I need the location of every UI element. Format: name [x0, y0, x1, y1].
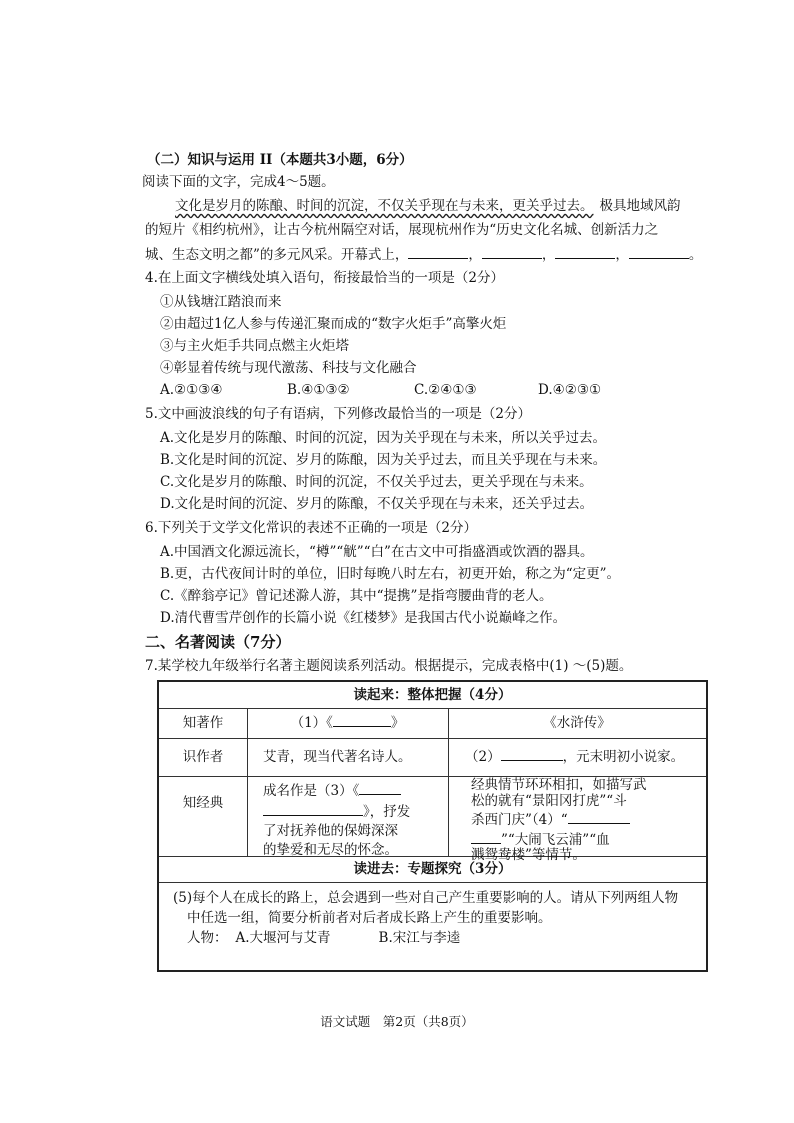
people-option-a[interactable]: A.大堰河与艾青 [235, 930, 331, 946]
question-5-stem: 5.文中画波浪线的句子有语病，下列修改最恰当的一项是（2分） [145, 406, 531, 422]
q5-option-b[interactable]: B.文化是时间的沉淀、岁月的陈酿，因为关乎过去，而且关乎现在与未来。 [160, 452, 607, 468]
q6-option-a[interactable]: A.中国酒文化源远流长，“樽”“觥”“白”在古文中可指盛酒或饮酒的器具。 [160, 544, 594, 560]
section-heading: （二）知识与运用 II（本题共3小题，6分） [147, 152, 413, 168]
passage-line-3: 城、生态文明之都”的多元风采。开幕式上， ， ， ， 。 [145, 244, 702, 265]
q4-option-d[interactable]: D.④②③① [538, 382, 602, 398]
row-label-classic: 知经典 [182, 795, 224, 811]
classic-left-cell: 成名作是（3）《 》，抒发 了对抚养他的保姆深深 的挚爱和无尽的怀念。 [263, 780, 410, 860]
q5-option-d[interactable]: D.文化是时间的沉淀、岁月的陈酿，不仅关乎现在与未来，还关乎过去。 [160, 496, 594, 512]
people-option-b[interactable]: B.宋江与李逵 [378, 930, 461, 946]
q4-option-c[interactable]: C.②④①③ [414, 382, 477, 398]
row-label-author: 识作者 [182, 749, 224, 765]
fill-blank[interactable] [263, 801, 363, 816]
q4-item-4: ④彰显着传统与现代激荡、科技与文化融合 [160, 360, 417, 376]
question-7-stem: 7.某学校九年级举行名著主题阅读系列活动。根据提示，完成表格中(1) ～(5)题。 [145, 658, 633, 674]
reading-table [157, 680, 708, 972]
q6-option-b[interactable]: B.更，古代夜间计时的单位，旧时每晚八时左右，初更开始，称之为“定更”。 [160, 566, 621, 582]
q5-option-c[interactable]: C.文化是岁月的陈酿、时间的沉淀，不仅关乎过去，更关乎现在与未来。 [160, 474, 593, 490]
page-footer: 语文试题 第2页（共8页） [320, 1014, 474, 1029]
q4-item-2: ②由超过1亿人参与传递汇聚而成的“数字火炬手”高擎火炬 [160, 316, 507, 332]
q4-item-1: ①从钱塘江踏浪而来 [160, 294, 282, 310]
wavy-sentence: 文化是岁月的陈酿、时间的沉淀，不仅关乎现在与未来，更关乎过去。 [175, 198, 594, 214]
passage-text: 极具地域风韵 [599, 198, 681, 214]
work-left-cell: （1）《 》 [247, 712, 448, 734]
classic-right-cell: 经典情节环环相扣，如描写武 松的就有“景阳冈打虎”“斗 杀西门庆”（4）“ ”“大闹飞云浦”“血 溅鸳鸯楼”等情节。 [471, 777, 647, 863]
fill-blank[interactable] [568, 809, 630, 824]
section-instruction: 阅读下面的文字，完成4～5题。 [142, 174, 335, 190]
part-2-heading: 二、名著阅读（7分） [145, 633, 291, 651]
fill-blank[interactable] [471, 829, 501, 844]
fill-blank[interactable] [408, 244, 468, 259]
fill-blank[interactable] [555, 244, 615, 259]
fill-blank[interactable] [333, 712, 391, 727]
table-rule [159, 882, 706, 883]
table-rule [159, 738, 706, 739]
q5-option-a[interactable]: A.文化是岁月的陈酿、时间的沉淀，因为关乎现在与未来，所以关乎过去。 [160, 430, 607, 446]
author-left-cell: 艾青，现当代著名诗人。 [263, 749, 412, 765]
author-right-cell: （2） ，元末明初小说家。 [465, 746, 684, 768]
fill-blank[interactable] [482, 244, 542, 259]
fill-blank[interactable] [359, 780, 401, 795]
passage-line-2: 的短片《相约杭州》，让古今杭州隔空对话，展现杭州作为“历史文化名城、创新活力之 [145, 222, 659, 238]
fill-blank[interactable] [501, 746, 563, 761]
passage-text: 城、生态文明之都”的多元风采。开幕式上， [145, 247, 409, 263]
passage-line-1 [175, 196, 681, 216]
q6-option-d[interactable]: D.清代曹雪芹创作的长篇小说《红楼梦》是我国古代小说巅峰之作。 [160, 610, 567, 626]
table-header-read-in: 读起来：整体把握（4分） [353, 687, 512, 703]
q4-item-3: ③与主火炬手共同点燃主火炬塔 [160, 338, 349, 354]
question-6-stem: 6.下列关于文学文化常识的表述不正确的一项是（2分） [145, 520, 477, 536]
q4-option-b[interactable]: B.④①③② [287, 382, 350, 398]
q6-option-c[interactable]: C.《醉翁亭记》曾记述滁人游，其中“提携”是指弯腰曲背的老人。 [160, 588, 553, 604]
fill-blank[interactable] [629, 244, 689, 259]
table-rule [159, 708, 706, 709]
q4-option-a[interactable]: A.②①③④ [160, 382, 223, 398]
table-header-read-out: 读进去：专题探究（3分） [353, 861, 512, 877]
row-label-work: 知著作 [182, 715, 224, 731]
work-right-cell: 《水浒传》 [543, 715, 611, 731]
question-4-stem: 4.在上面文字横线处填入语句，衔接最恰当的一项是（2分） [145, 270, 504, 286]
q4-options [160, 380, 601, 400]
table-question-5: (5)每个人在成长的路上，总会遇到一些对自己产生重要影响的人。请从下列两组人物 中任选一组，简要分析前者对后者成长路上产生的重要影响。 人物： A.大堰河与艾青 B.宋江与李逵 [173, 890, 679, 946]
